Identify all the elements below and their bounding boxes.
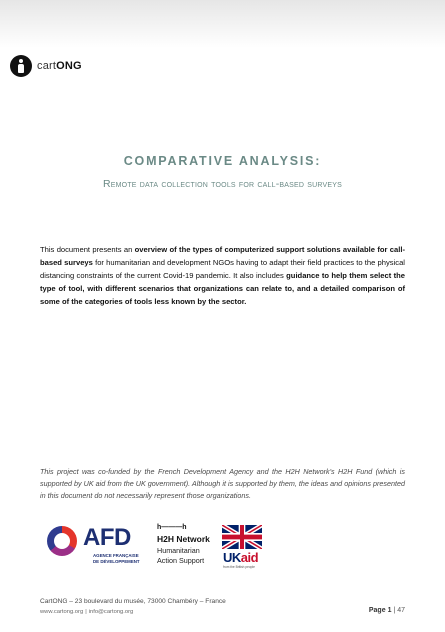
funding-note: This project was co-funded by the French Development Agency and the H2H Network’s H2H Fund (which is supported by UK aid from the UK government). Although it is supported by them, the ideas and opinions presented in this document do not necessarily represent those organizations. — [40, 467, 405, 500]
header-band — [0, 0, 445, 48]
h2h-title: H2H Network — [157, 534, 210, 544]
document-subtitle: Remote data collection tools for call-based surveys — [103, 178, 342, 190]
ukaid-logo — [222, 525, 264, 573]
email-link[interactable]: info@cartong.org — [88, 609, 134, 615]
union-jack-icon — [222, 525, 262, 549]
person-icon — [10, 55, 32, 77]
afd-ring-icon — [47, 526, 77, 556]
cartong-logo — [10, 55, 82, 77]
document-title: COMPARATIVE ANALYSIS: — [123, 154, 322, 168]
afd-tagline: AGENCE FRANÇAISE DE DÉVELOPPEMENT — [93, 553, 140, 564]
page-number: Page 1 | 47 — [368, 607, 405, 614]
afd-wordmark: AFD — [83, 524, 131, 551]
ukaid-tagline: from the British people — [223, 565, 255, 569]
website-link[interactable]: www.cartong.org — [40, 609, 84, 615]
cartong-wordmark: cartONG — [37, 60, 82, 72]
h2h-subtitle: Humanitarian Action Support — [157, 546, 205, 565]
h2h-logo — [157, 523, 227, 571]
afd-logo — [47, 523, 147, 569]
ukaid-wordmark: UKaid — [223, 550, 259, 565]
intro-paragraph: This document presents an overview of the types of computerized support solutions available for call-based surveys for humanitarian and development NGOs having to adapt their field practices to the physical distancing constraints of the current Covid-19 pandemic. It also includes guidance to help them select the type of tool, with different scenarios that organizations can relate to, and a detailed comparison of some of the categories of tools less known by the sector. — [40, 245, 405, 306]
footer-contacts: www.cartong.org | info@cartong.org — [40, 609, 134, 615]
footer-address: CartONG – 23 boulevard du musée, 73000 Chambéry – France — [40, 598, 226, 605]
h2h-mark: h———h — [157, 524, 187, 531]
